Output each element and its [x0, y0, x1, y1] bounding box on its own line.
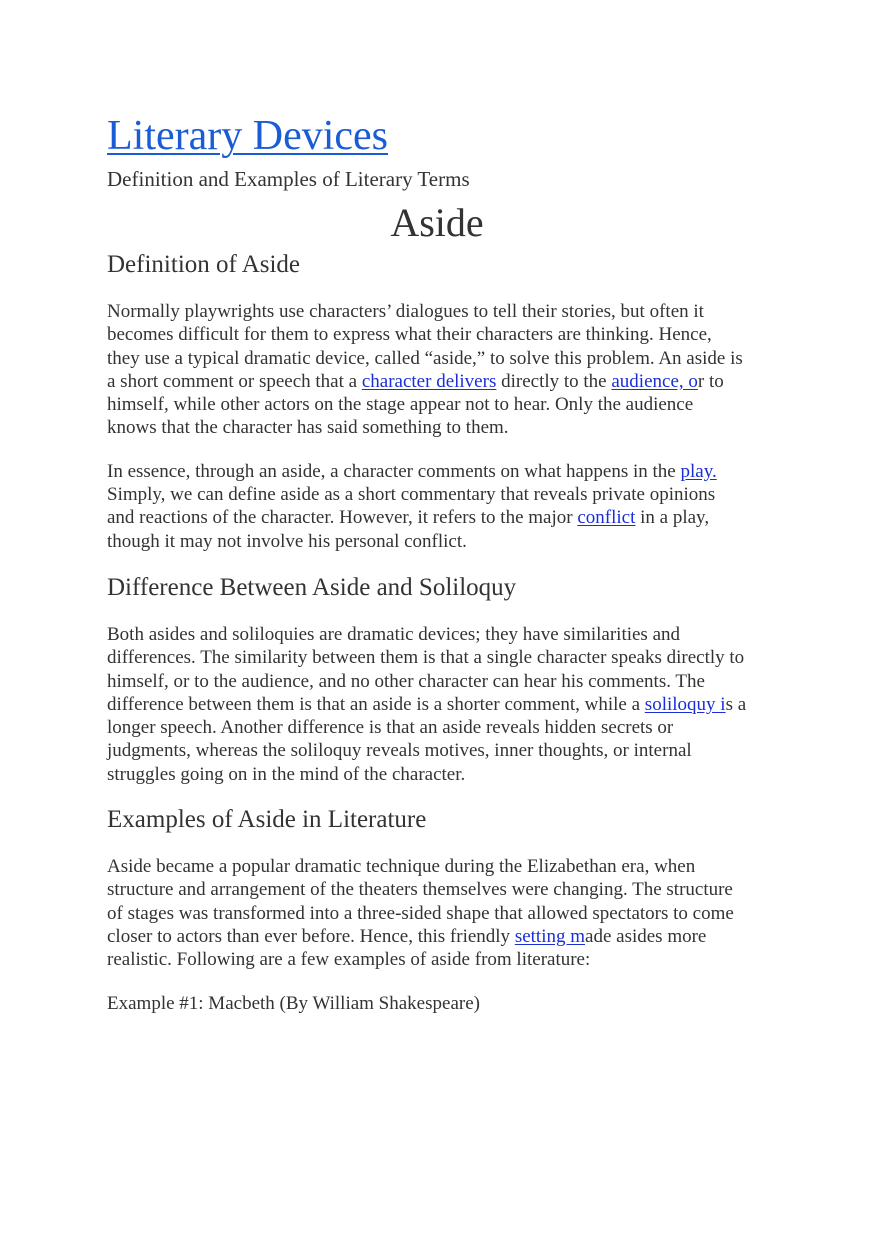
- definition-heading: Definition of Aside: [107, 251, 301, 278]
- site-subtitle: Definition and Examples of Literary Terms: [107, 167, 470, 191]
- setting-link[interactable]: setting m: [514, 925, 586, 947]
- text-run: Aside became a popular dramatic technique during the Elizabethan era, when structure and arrangement of the theaters themselves were changing. The structure of stages was transformed into a three-sided shape that allowed spectators to come closer to actors than ever before. Hence, this friendly: [107, 856, 734, 947]
- document-page: [107, 112, 747, 1015]
- text-run: Simply, we can define aside as a short commentary that reveals private opinions and reactions of the character. However, it refers to the major: [107, 484, 716, 529]
- character-link[interactable]: character delivers: [361, 370, 497, 392]
- text-run: ade asides more realistic. Following are a few examples of aside from literature:: [107, 925, 707, 971]
- site-title-link[interactable]: Literary Devices: [107, 113, 389, 159]
- text-run: In essence, through an aside, a character comments on what happens in the: [107, 460, 681, 482]
- examples-heading: Examples of Aside in Literature: [107, 806, 427, 834]
- audience-link[interactable]: audience, o: [611, 370, 698, 392]
- play-link[interactable]: play.: [680, 460, 717, 482]
- conflict-link[interactable]: conflict: [577, 507, 636, 529]
- definition-paragraph-1: [107, 300, 747, 440]
- definition-paragraph-2: [107, 460, 747, 553]
- page-title: Aside: [390, 200, 484, 245]
- example-1-title: Example #1: Macbeth (By William Shakespeare): [107, 992, 480, 1014]
- text-run: in a play, though it may not involve his personal conflict.: [107, 507, 710, 552]
- difference-heading: Difference Between Aside and Soliloquy: [107, 573, 517, 601]
- soliloquy-link[interactable]: soliloquy i: [644, 693, 726, 715]
- text-run: Both asides and soliloquies are dramatic devices; they have similarities and differences. The similarity between them is that a single character speaks directly to himself, or to the audience, and no other character can hear his comments. The difference between them is that an aside is a shorter comment, while a: [107, 623, 745, 715]
- text-run: directly to the: [496, 370, 612, 392]
- text-run: Normally playwrights use characters’ dialogues to tell their stories, but often it becomes difficult for them to express what their characters are thinking. Hence, they use a typical dramatic device, called “aside,” to solve this problem. An aside is a short comment or speech that a: [107, 301, 743, 392]
- text-run: s a longer speech. Another difference is that an aside reveals hidden secrets or judgments, whereas the soliloquy reveals motives, inner thoughts, or internal struggles going on in the mind of the character.: [107, 693, 747, 785]
- examples-paragraph: [107, 855, 747, 971]
- difference-paragraph: [107, 623, 747, 786]
- text-run: r to himself, while other actors on the stage appear not to hear. Only the audience knows that the character has said something to them.: [107, 370, 724, 439]
